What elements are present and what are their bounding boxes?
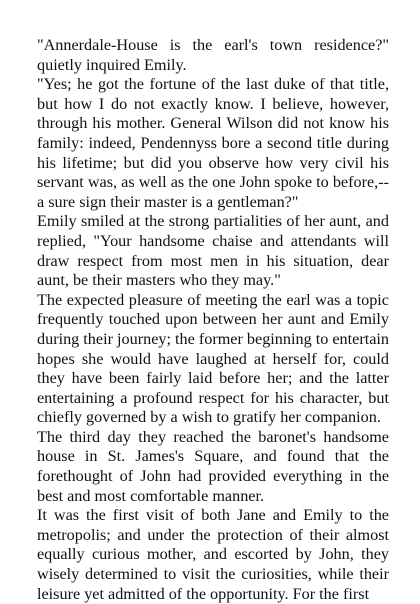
- page-body: [37, 36, 389, 604]
- paragraph: The expected pleasure of meeting the earl was a topic frequently touched upon between her aunt and Emily during their journey; the former beginning to entertain hopes she would have laughed at herself for, could they have been fairly laid before her; and the latter entertaining a profound respect for his character, but chiefly governed by a wish to gratify her companion.: [37, 290, 389, 427]
- paragraph: It was the first visit of both Jane and Emily to the metropolis; and under the protection of their almost equally curious mother, and escorted by John, they wisely determined to visit the curiosities, while their leisure yet admitted of the opportunity. For the first: [37, 506, 389, 603]
- paragraph: The third day they reached the baronet's handsome house in St. James's Square, and found that the forethought of John had provided everything in the best and most comfortable manner.: [37, 427, 389, 505]
- paragraph: Emily smiled at the strong partialities of her aunt, and replied, "Your handsome chaise and attendants will draw respect from most men in his situation, dear aunt, be their masters who they may.": [37, 212, 389, 290]
- paragraph: "Annerdale-House is the earl's town residence?" quietly inquired Emily.: [37, 36, 389, 74]
- paragraph: "Yes; he got the fortune of the last duke of that title, but how I do not exactly know. I believe, however, through his mother. General Wilson did not know his family: indeed, Pendennyss bore a second title during his lifetime; but did you observe how very civil his servant was, as well as the one John spoke to before,--a sure sign their master is a gentleman?": [37, 75, 389, 211]
